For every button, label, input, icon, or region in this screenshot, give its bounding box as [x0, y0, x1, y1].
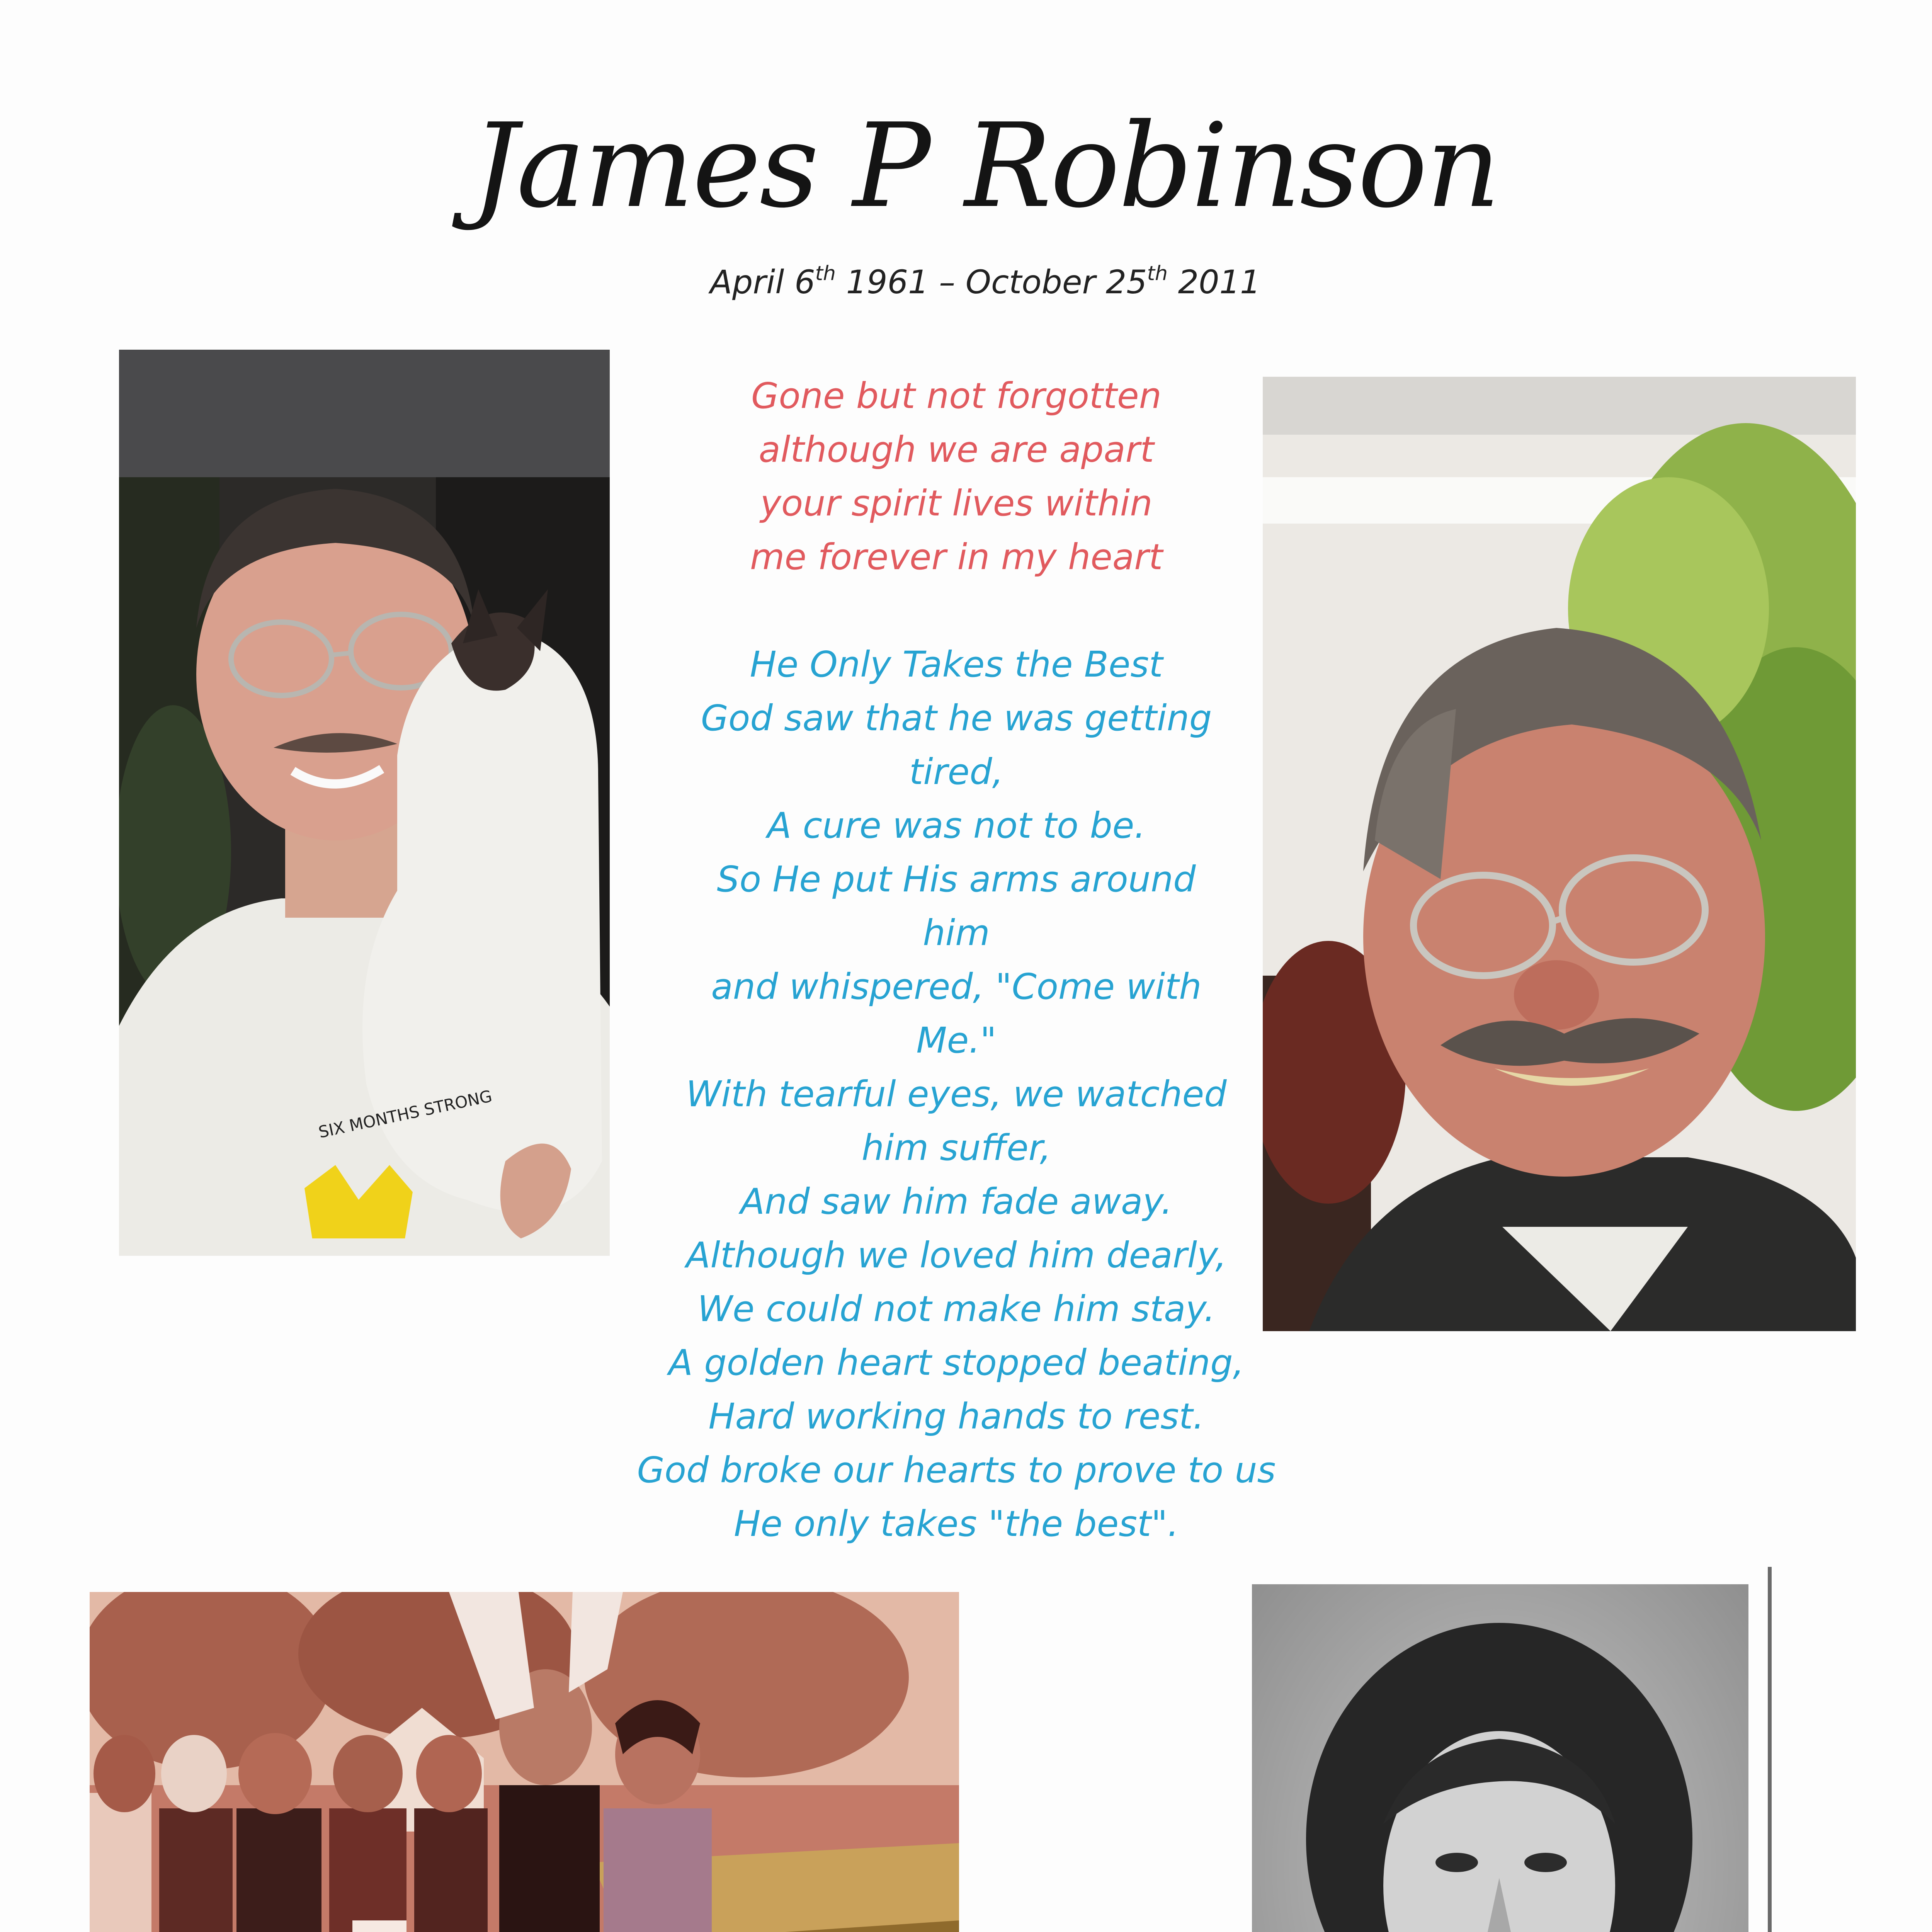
red-verse-line: your spirit lives within — [760, 483, 1153, 524]
blue-poem-line: A golden heart stopped beating, — [668, 1342, 1244, 1383]
blue-poem-line: With tearful eyes, we watched — [686, 1073, 1227, 1115]
blue-poem-line: So He put His arms around — [717, 859, 1196, 900]
blue-poem-line: him — [923, 912, 990, 954]
photo-vintage-group — [90, 1592, 959, 1932]
blue-poem-line: him suffer, — [861, 1127, 1051, 1168]
blue-poem — [618, 638, 1294, 1551]
birth-year-and-death-date: 1961 – October 25 — [836, 263, 1147, 301]
death-date-suffix: th — [1147, 262, 1168, 285]
birth-date-prefix: April 6 — [710, 263, 815, 301]
blue-poem-line: We could not make him stay. — [697, 1288, 1215, 1330]
birth-date-suffix: th — [815, 262, 836, 285]
red-verse — [618, 369, 1294, 584]
blue-poem-line: and whispered, "Come with — [711, 966, 1202, 1007]
photo-vintage-group-image — [90, 1592, 959, 1932]
blue-poem-line: He Only Takes the Best — [750, 644, 1163, 685]
blue-poem-line: God saw that he was getting — [701, 697, 1212, 739]
photo-man-smiling-outdoors-image — [1263, 377, 1856, 1331]
blue-poem-line: He only takes "the best". — [734, 1503, 1179, 1544]
shirt-logo-text: SIX MONTHS STRONG — [316, 1086, 494, 1142]
blue-poem-line: Hard working hands to rest. — [708, 1396, 1204, 1437]
memorial-name-title: James P Robinson — [471, 99, 1499, 233]
photo-man-with-cat — [119, 350, 610, 1256]
blue-poem-line: Me." — [916, 1020, 997, 1061]
death-year: 2011 — [1168, 263, 1261, 301]
blue-poem-line: Although we loved him dearly, — [686, 1235, 1227, 1276]
red-verse-line: Gone but not forgotten — [751, 375, 1162, 417]
photo-yearbook-portrait-image — [1252, 1584, 1748, 1932]
red-verse-line: although we are apart — [759, 429, 1154, 470]
memorial-dates — [580, 259, 1391, 305]
photo-man-smiling-outdoors — [1263, 377, 1856, 1331]
red-verse-line: me forever in my heart — [750, 536, 1163, 578]
blue-poem-line: A cure was not to be. — [767, 805, 1146, 846]
blue-poem-line: And saw him fade away. — [740, 1181, 1172, 1222]
photo-man-with-cat-image — [119, 350, 610, 1256]
scan-edge-line — [1768, 1567, 1772, 1932]
blue-poem-line: tired, — [909, 751, 1003, 793]
photo-yearbook-portrait — [1252, 1584, 1748, 1932]
blue-poem-line: God broke our hearts to prove to us — [637, 1449, 1276, 1491]
